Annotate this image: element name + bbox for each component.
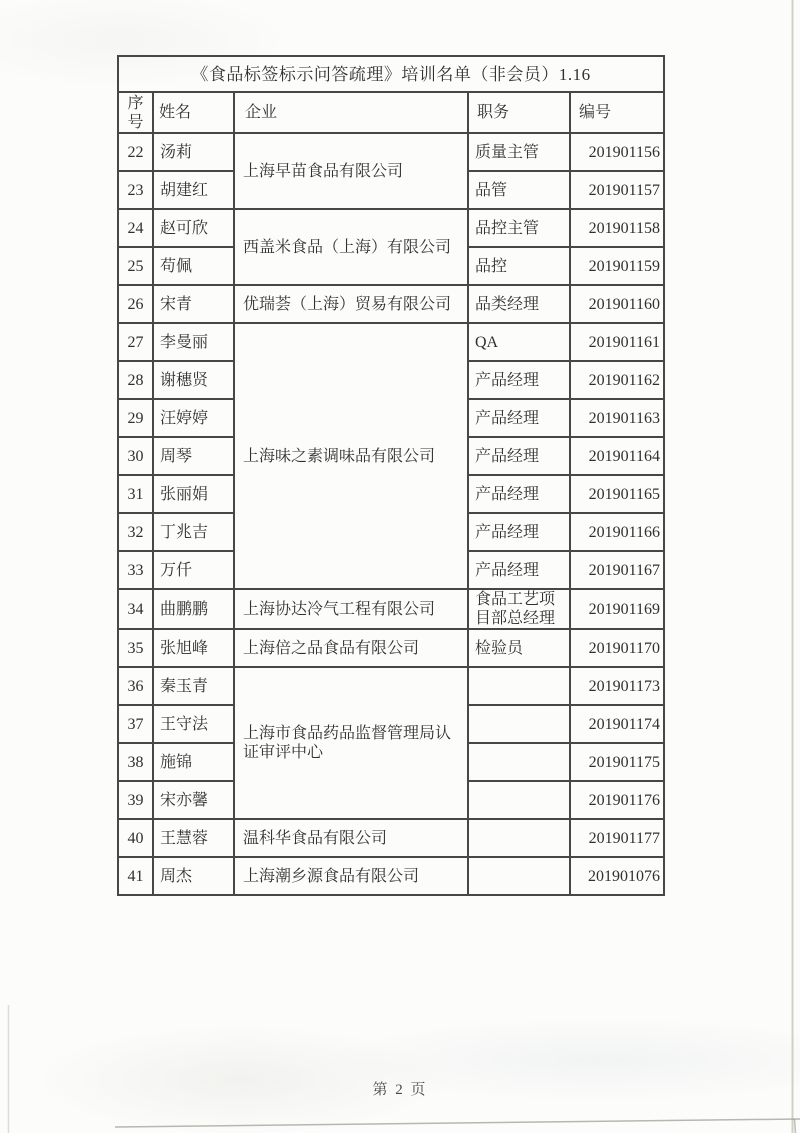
id-number-cell: 201901177 xyxy=(570,819,664,857)
position-cell: 产品经理 xyxy=(468,551,570,589)
name-cell: 赵可欣 xyxy=(153,209,234,247)
id-number-cell: 201901175 xyxy=(570,743,664,781)
training-roster-table xyxy=(117,55,665,896)
title-row xyxy=(118,56,664,92)
name-cell: 秦玉青 xyxy=(153,667,234,705)
table-row xyxy=(118,209,664,247)
name-cell: 张丽娟 xyxy=(153,475,234,513)
name-cell: 丁兆吉 xyxy=(153,513,234,551)
row-number-cell: 31 xyxy=(118,475,153,513)
position-cell: 产品经理 xyxy=(468,399,570,437)
name-cell: 苟佩 xyxy=(153,247,234,285)
company-cell: 温科华食品有限公司 xyxy=(234,819,468,857)
row-number-cell: 32 xyxy=(118,513,153,551)
table-row xyxy=(118,667,664,705)
position-cell xyxy=(468,743,570,781)
company-cell: 上海味之素调味品有限公司 xyxy=(234,323,468,589)
id-number-cell: 201901174 xyxy=(570,705,664,743)
row-number-cell: 25 xyxy=(118,247,153,285)
id-number-cell: 201901166 xyxy=(570,513,664,551)
id-number-cell: 201901173 xyxy=(570,667,664,705)
row-number-cell: 38 xyxy=(118,743,153,781)
row-number-cell: 35 xyxy=(118,629,153,667)
id-number-cell: 201901158 xyxy=(570,209,664,247)
position-cell: 检验员 xyxy=(468,629,570,667)
id-number-cell: 201901162 xyxy=(570,361,664,399)
name-cell: 宋青 xyxy=(153,285,234,323)
table-row xyxy=(118,589,664,629)
name-cell: 胡建红 xyxy=(153,171,234,209)
row-number-cell: 36 xyxy=(118,667,153,705)
position-cell: 产品经理 xyxy=(468,437,570,475)
name-cell: 李曼丽 xyxy=(153,323,234,361)
position-cell: 品控 xyxy=(468,247,570,285)
header-row xyxy=(118,92,664,133)
table-row xyxy=(118,629,664,667)
id-number-cell: 201901169 xyxy=(570,589,664,629)
name-cell: 周杰 xyxy=(153,857,234,895)
row-number-cell: 27 xyxy=(118,323,153,361)
table-row xyxy=(118,133,664,171)
page-corner-tick xyxy=(795,1119,796,1133)
id-number-cell: 201901156 xyxy=(570,133,664,171)
position-cell: 质量主管 xyxy=(468,133,570,171)
company-cell: 西盖米食品（上海）有限公司 xyxy=(234,209,468,285)
table-row xyxy=(118,285,664,323)
name-cell: 汪婷婷 xyxy=(153,399,234,437)
name-cell: 王慧蓉 xyxy=(153,819,234,857)
name-cell: 汤莉 xyxy=(153,133,234,171)
position-cell xyxy=(468,819,570,857)
header-cell-name: 姓名 xyxy=(153,92,234,133)
document-title: 《食品标签标示问答疏理》培训名单（非会员）1.16 xyxy=(118,56,664,92)
name-cell: 张旭峰 xyxy=(153,629,234,667)
header-cell-position: 职务 xyxy=(468,92,570,133)
company-cell: 优瑞荟（上海）贸易有限公司 xyxy=(234,285,468,323)
id-number-cell: 201901157 xyxy=(570,171,664,209)
table-row xyxy=(118,819,664,857)
company-cell: 上海早苗食品有限公司 xyxy=(234,133,468,209)
id-number-cell: 201901161 xyxy=(570,323,664,361)
position-cell: 产品经理 xyxy=(468,513,570,551)
row-number-cell: 29 xyxy=(118,399,153,437)
name-cell: 王守法 xyxy=(153,705,234,743)
position-cell: QA xyxy=(468,323,570,361)
row-number-cell: 30 xyxy=(118,437,153,475)
name-cell: 周琴 xyxy=(153,437,234,475)
position-cell xyxy=(468,781,570,819)
position-cell: 产品经理 xyxy=(468,361,570,399)
name-cell: 宋亦馨 xyxy=(153,781,234,819)
id-number-cell: 201901159 xyxy=(570,247,664,285)
company-cell: 上海协达冷气工程有限公司 xyxy=(234,589,468,629)
table-body xyxy=(118,133,664,895)
header-cell-no: 序号 xyxy=(118,92,153,133)
row-number-cell: 23 xyxy=(118,171,153,209)
position-cell: 食品工艺项目部总经理 xyxy=(468,589,570,629)
page-bottom-edge-line xyxy=(115,1119,800,1127)
row-number-cell: 37 xyxy=(118,705,153,743)
row-number-cell: 33 xyxy=(118,551,153,589)
row-number-cell: 41 xyxy=(118,857,153,895)
row-number-cell: 24 xyxy=(118,209,153,247)
position-cell xyxy=(468,705,570,743)
row-number-cell: 40 xyxy=(118,819,153,857)
id-number-cell: 201901076 xyxy=(570,857,664,895)
company-cell: 上海市食品药品监督管理局认证审评中心 xyxy=(234,667,468,819)
position-cell: 品管 xyxy=(468,171,570,209)
row-number-cell: 26 xyxy=(118,285,153,323)
company-cell: 上海潮乡源食品有限公司 xyxy=(234,857,468,895)
table-row xyxy=(118,857,664,895)
id-number-cell: 201901176 xyxy=(570,781,664,819)
name-cell: 谢穗贤 xyxy=(153,361,234,399)
position-cell xyxy=(468,667,570,705)
name-cell: 曲鹏鹏 xyxy=(153,589,234,629)
position-cell: 产品经理 xyxy=(468,475,570,513)
company-cell: 上海倍之品食品有限公司 xyxy=(234,629,468,667)
position-cell xyxy=(468,857,570,895)
position-cell: 品控主管 xyxy=(468,209,570,247)
id-number-cell: 201901163 xyxy=(570,399,664,437)
header-cell-id: 编号 xyxy=(570,92,664,133)
position-cell: 品类经理 xyxy=(468,285,570,323)
id-number-cell: 201901167 xyxy=(570,551,664,589)
row-number-cell: 22 xyxy=(118,133,153,171)
row-number-cell: 28 xyxy=(118,361,153,399)
id-number-cell: 201901165 xyxy=(570,475,664,513)
name-cell: 施锦 xyxy=(153,743,234,781)
id-number-cell: 201901170 xyxy=(570,629,664,667)
row-number-cell: 34 xyxy=(118,589,153,629)
id-number-cell: 201901164 xyxy=(570,437,664,475)
table-row xyxy=(118,323,664,361)
page-number: 第 2 页 xyxy=(372,1082,428,1098)
id-number-cell: 201901160 xyxy=(570,285,664,323)
row-number-cell: 39 xyxy=(118,781,153,819)
name-cell: 万仟 xyxy=(153,551,234,589)
header-cell-company: 企业 xyxy=(234,92,468,133)
